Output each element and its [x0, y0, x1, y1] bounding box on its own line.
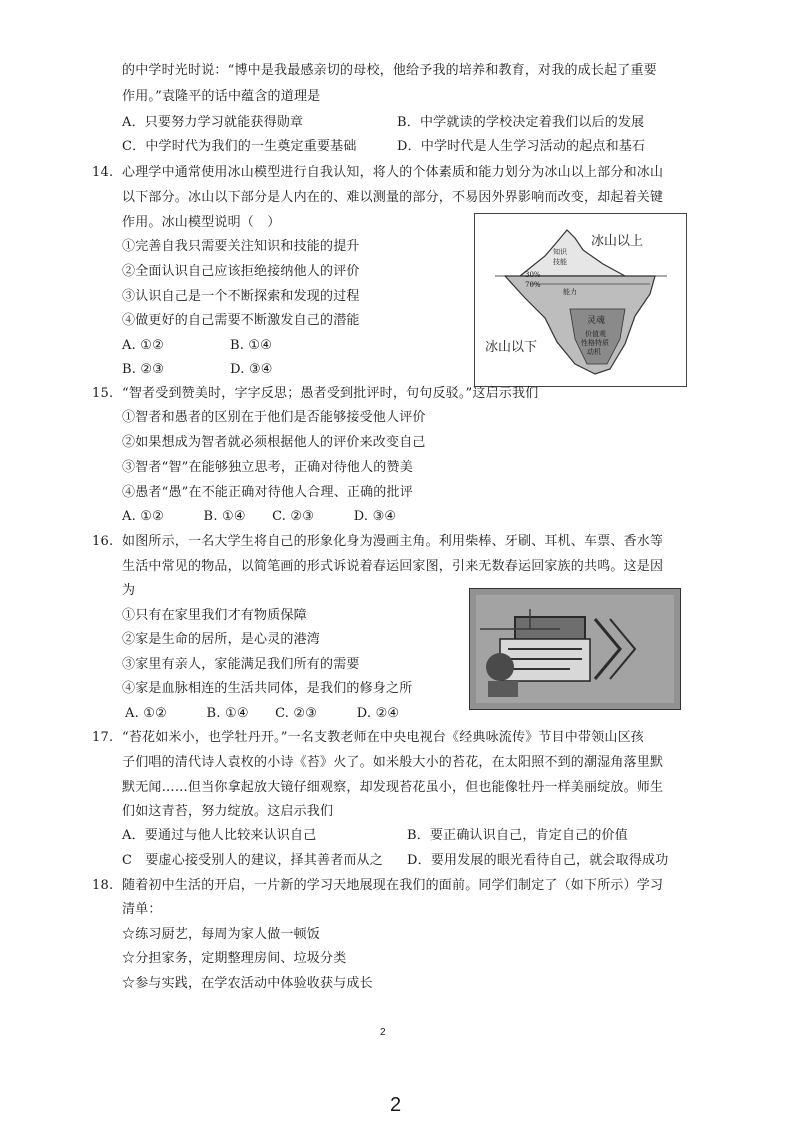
q17-number: 17.: [92, 730, 114, 745]
q18-item-2: ☆分担家务，定期整理房间、垃圾分类: [122, 951, 347, 966]
q15-item-2: ②如果想成为智者就必须根据他人的评价来改变自己: [122, 435, 426, 450]
q16-item-1: ①只有在家里我们才有物质保障: [122, 608, 307, 623]
q15-stem: “智者受到赞美时，字字反思；愚者受到批评时，句句反驳。”这启示我们: [122, 386, 539, 401]
iceberg-below-label: 冰山以下: [485, 340, 538, 355]
q18-number: 18.: [92, 878, 114, 893]
iceberg-model-figure: [474, 213, 687, 387]
spring-festival-cartoon-drawing: [470, 589, 680, 709]
page-number-large: 2: [390, 1094, 402, 1116]
q15-item-1: ①智者和愚者的区别在于他们是否能够接受他人评价: [122, 410, 426, 425]
q16-stem-line1: 如图所示，一名大学生将自己的形象化身为漫画主角。利用柴棒、牙刷、耳机、车票、香水等: [122, 534, 664, 549]
q17-stem-line1: “苔花如米小，也学牡丹开。”一名支教老师在中央电视台《经典咏流传》节目中带领山区孩: [122, 730, 644, 745]
iceberg-above-label: 冰山以上: [591, 234, 644, 249]
q13-stem-line2: 作用。”袁隆平的话中蕴含的道理是: [122, 89, 321, 104]
q16-options: A. ①② B. ①④ C. ②③ D. ②④: [125, 706, 400, 721]
q16-item-4: ④家是血脉相连的生活共同体，是我们的修身之所: [122, 681, 413, 696]
q17-option-d: D．要用发展的眼光看待自己，就会取得成功: [407, 853, 669, 868]
iceberg-knowledge-label: 知识: [553, 248, 567, 256]
iceberg-core-label-1: 灵魂: [587, 316, 606, 326]
q16-item-2: ②家是生命的居所，是心灵的港湾: [122, 632, 321, 647]
q14-item-1: ①完善自我只需要关注知识和技能的提升: [122, 239, 360, 254]
q17-stem-line2: 子们唱的清代诗人袁枚的小诗《苔》火了。如米般大小的苔花，在太阳照不到的潮湿角落里默: [122, 755, 664, 770]
q17-option-b: B．要正确认识自己，肯定自己的价值: [407, 828, 628, 843]
q14-item-3: ③认识自己是一个不断探索和发现的过程: [122, 289, 360, 304]
q14-stem-line3: 作用。冰山模型说明（ ）: [122, 215, 281, 230]
q14-item-2: ②全面认识自己应该拒绝接纳他人的评价: [122, 264, 360, 279]
q14-number: 14.: [92, 165, 114, 180]
q17-stem-line4: 们如这青苔，努力绽放。这启示我们: [122, 804, 334, 819]
iceberg-illustration: [475, 214, 686, 386]
iceberg-core-label-2: 价值观: [585, 330, 606, 338]
q15-item-3: ③智者“智”在能够独立思考，正确对待他人的赞美: [122, 460, 413, 475]
q15-item-4: ④愚者“愚”在不能正确对待他人合理、正确的批评: [122, 485, 413, 500]
q16-stem-line3: 为: [122, 583, 136, 598]
q13-option-c: C．中学时代为我们的一生奠定重要基础: [122, 139, 357, 154]
q14-item-4: ④做更好的自己需要不断激发自己的潜能: [122, 313, 360, 328]
iceberg-core-label-3: 性格特质: [581, 339, 609, 347]
q16-item-3: ③家里有亲人，家能满足我们所有的需要: [122, 657, 360, 672]
q16-number: 16.: [92, 534, 114, 549]
q14-stem-line2: 以下部分。冰山以下部分是人内在的、难以测量的部分，不易因外界影响而改变，却起着关键: [122, 190, 664, 205]
q14-stem-line1: 心理学中通常使用冰山模型进行自我认知，将人的个体素质和能力划分为冰山以上部分和冰山: [122, 165, 664, 180]
q13-option-b: B．中学就读的学校决定着我们以后的发展: [397, 115, 645, 130]
q13-option-a: A．只要努力学习就能获得勋章: [122, 115, 304, 130]
q14-options-row2: B. ②③ D. ③④: [122, 362, 273, 377]
q18-stem-line1: 随着初中生活的开启，一片新的学习天地展现在我们的面前。同学们制定了（如下所示）学习: [122, 878, 664, 893]
q15-options: A. ①② B. ①④ C. ②③ D. ③④: [122, 509, 397, 524]
q17-option-c: C 要虚心接受别人的建议，择其善者而从之: [122, 853, 383, 868]
q18-item-3: ☆参与实践，在学农活动中体验收获与成长: [122, 976, 373, 991]
iceberg-core-label-4: 动机: [587, 348, 601, 356]
q18-stem-line2: 清单：: [122, 902, 162, 917]
q16-stem-line2: 生活中常见的物品，以简笔画的形式诉说着春运回家图，引来无数春运回家族的共鸣。这是因: [122, 559, 664, 574]
iceberg-70pct-label: 70%: [525, 281, 541, 289]
iceberg-ability-label: 能力: [563, 288, 577, 296]
q13-option-d: D．中学时代是人生学习活动的起点和基石: [397, 139, 646, 154]
q18-item-1: ☆练习厨艺，每周为家人做一顿饭: [122, 927, 321, 942]
q14-options-row1: A. ①② B. ①④: [122, 338, 273, 353]
q15-number: 15.: [92, 386, 114, 401]
iceberg-30pct-label: 30%: [525, 271, 541, 279]
q17-stem-line3: 默无闻……但当你拿起放大镜仔细观察，却发现苔花虽小，但也能像牡丹一样美丽绽放。师生: [122, 780, 664, 795]
q17-option-a: A．要通过与他人比较来认识自己: [122, 828, 317, 843]
q13-stem-line1: 的中学时光时说：“博中是我最感亲切的母校，他给予我的培养和教育，对我的成长起了重要: [122, 63, 657, 78]
spring-festival-cartoon-figure: [469, 588, 681, 710]
page-number-footer: 2: [380, 1027, 386, 1038]
iceberg-skill-label: 技能: [553, 258, 567, 266]
